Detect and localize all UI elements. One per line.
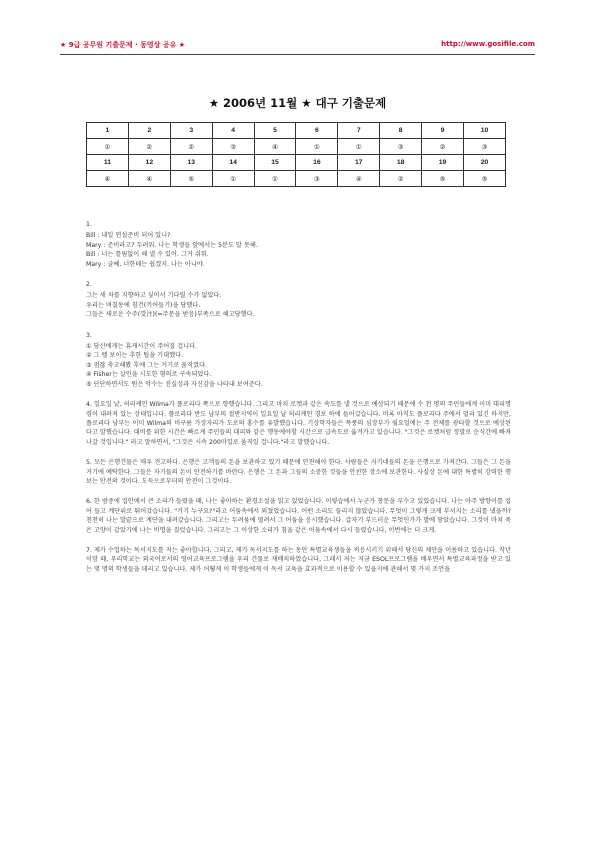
question-block — [86, 220, 511, 269]
question-line: Bill : 내일 연설준비 되어 있니? — [86, 232, 171, 240]
answer-cell: ② — [128, 139, 170, 155]
answer-cell: ③ — [296, 171, 338, 187]
question-number-cell: 16 — [296, 155, 338, 171]
question-number-cell: 6 — [296, 123, 338, 139]
question-number: 1. — [86, 221, 92, 228]
question-number-cell: 4 — [212, 123, 254, 139]
answer-cell: ④ — [128, 171, 170, 187]
answer-cell: ⑤ — [170, 171, 212, 187]
header-url-link[interactable]: http://www.gosifile.com — [441, 40, 535, 48]
question-line: 그들은 새로운 수주(受注)(=주문을 받음)부족으로 해고당했다. — [86, 311, 255, 319]
question-number-cell: 3 — [170, 123, 212, 139]
question-number-cell: 8 — [380, 123, 422, 139]
question-line: Bill : 너는 틀림없이 해 낼 수 있어. 그거 쉬워. — [86, 251, 209, 259]
answer-number-row — [87, 123, 506, 139]
question-number: 2. — [86, 281, 92, 289]
answer-cell: ② — [170, 139, 212, 155]
question-number-cell: 13 — [170, 155, 212, 171]
answer-cell: ④ — [338, 171, 380, 187]
question-block — [86, 400, 511, 447]
question-number-cell: 20 — [464, 155, 506, 171]
answer-cell: ⑤ — [464, 171, 506, 187]
answer-cell: ② — [422, 139, 464, 155]
question-paragraph: 5. 모든 은행건물은 매우 견고하다. 은행은 고객들의 돈을 보관하고 있기 때문에 안전해야 한다. 사람들은 자기네들의 돈을 은행으로 가져간다. 그들은 그 돈을 거기에 예탁한다. 그들은 자기들의 돈이 안전하기를 바란다. 은행은 그 돈과 그들의 소중한 것들을 안전한 장소에 보관한다. 사실상 돈에 대한 특별히 강력한 행보는 안전의 것이다. 도둑으로부터의 안전이 그것이다. — [86, 459, 511, 485]
question-line: ③ 점잖 축고해봤 후에 그는 거기로 움직였다. — [86, 361, 207, 369]
question-block — [86, 497, 511, 535]
answer-cell: ② — [380, 171, 422, 187]
answer-cell: ① — [338, 139, 380, 155]
answer-cell: ① — [254, 171, 296, 187]
question-line: ⑤ 단단하면서도 뭔은 악수는 진실성과 자신감을 나타내 보여준다. — [86, 380, 263, 388]
answer-cell: ③ — [212, 139, 254, 155]
answer-table — [86, 122, 506, 187]
header-left-text: ★ 9급 공무원 기출문제 · 동영상 공유 ★ — [60, 41, 186, 49]
question-number-cell: 17 — [338, 155, 380, 171]
question-paragraph: 7. 제가 수업하는 독서지도를 저는 좋아합니다, 그리고, 제가 독서지도를 하는 동안 특별교육생들을 적응시키기 위해서 당신의 제안을 이용하고 있습니다. 작년 이맘 때, 우리학교는 외국어로서의 영어교육프로그램을 우리 건물로 재배치하였습니다, 그래서 저는 지금 ESOL프로그램을 배우면서 특별교육과정을 받고 있는 몇 명의 학생들을 데리고 있습니다. 제가 어떻게 이 학생들에게 이 독서 교육을 효과적으로 이용할 수 있을지에 관해서 몇 가지 조언을 — [86, 546, 511, 573]
question-number-cell: 7 — [338, 123, 380, 139]
answer-cell: ④ — [87, 171, 129, 187]
question-body — [86, 220, 511, 585]
question-line: 그는 새 차를 지향하고 싶어서 기다릴 수가 없었다. — [86, 292, 222, 300]
question-line: ④ Fisher는 살인을 시도한 혐의로 구속되었다. — [86, 371, 212, 379]
answer-number-row — [87, 155, 506, 171]
answer-choice-row — [87, 171, 506, 187]
page-header — [60, 40, 535, 52]
question-number-cell: 5 — [254, 123, 296, 139]
question-number: 3. — [86, 331, 92, 339]
question-block — [86, 458, 511, 486]
answer-cell: ① — [87, 139, 129, 155]
question-block — [86, 280, 511, 320]
question-number-cell: 9 — [422, 123, 464, 139]
answer-choice-row — [87, 139, 506, 155]
answer-cell: ① — [212, 171, 254, 187]
question-number-cell: 1 — [87, 123, 129, 139]
question-block — [86, 546, 511, 574]
answer-cell: ③ — [380, 139, 422, 155]
answer-cell: ③ — [464, 139, 506, 155]
question-line: ② 그 텔 보이는 추한 팁을 기대했다. — [86, 352, 184, 360]
question-block — [86, 331, 511, 389]
question-number-cell: 2 — [128, 123, 170, 139]
question-paragraph: 4. 일요일 날, 허리케인 Wilma가 플로리다 쪽으로 향했습니다. 그리고 마치 로켓과 같은 속도를 낼 것으로 예상되기 때문에 수 천 명의 주민들에게 이미 대피명령이 내려져 있는 상태입니다. 플로리다 반도 남부의 절반지역이 일요일 날 허리케인 경보 하에 들어갔습니다. 비록 아직도 플로리다 주에서 멀리 있긴 하지만, 플로리다 남부는 이미 Wilma의 비구름 가장자리가 도로의 홍수를 유발했습니다. 기상학자들은 폭풍의 심장부가 월요일에는 주 전체를 광타할 것으로 예상된다고 말했습니다. 대비를 위한 시간은 빠르게 주민들의 대피와 같은 행동에야할 시간으로 급속도로 옮겨가고 있습니다. "그것은 로켓처럼 정말로 순식간에 빠져 나갈 것입니다." 라고 말하면서, "그것은 시속 200마일로 움직일 겁니다."라고 말했습니다. — [86, 401, 511, 446]
question-number-cell: 10 — [464, 123, 506, 139]
answer-cell: ① — [296, 139, 338, 155]
question-number-cell: 18 — [380, 155, 422, 171]
question-number-cell: 11 — [87, 155, 129, 171]
question-number-cell: 14 — [212, 155, 254, 171]
answer-cell: ⑤ — [422, 171, 464, 187]
question-line: Mary : 글쎄, 너한테는 쉽겠지. 나는 아니야. — [86, 260, 205, 268]
question-line: 우리는 며칠동에 침건(끼어들기)을 당했다. — [86, 301, 201, 309]
answer-cell: ④ — [254, 139, 296, 155]
header-divider — [60, 54, 535, 55]
page-title: ★ 2006년 11월 ★ 대구 기출문제 — [208, 96, 387, 110]
question-paragraph: 6. 한 밤중에 집안에서 큰 소리가 들렸을 때, 나는 좋아하는 환경소설을 읽고 있었습니다. 이렇습에서 누군가 창문을 부수고 있었습니다. 나는 아주 방향이를 집어 들고 계단위로 뛰어갔습니다. "거기 누구요?"라고 어둠속에서 외쳤었습니다. 어떤 소리도 들리지 않았습니다. 무엇이 그렇게 크게 부서지는 소리를 냈을까? 천천히 나는 발끝으로 계단을 내려갔습니다. 그리고는 두려움에 떨려서 그 어둠을 응시했습니다. 갑자기 부드러운 무엇인가가 발에 닿았습니다. 그것이 마치 죽은 고양이 같았기에 나는 비명을 질렀습니다. 그리고는 그 이상한 소리가 침울 같은 어둠속에서 다시 들렸습니다, 이번에는 더 크게. — [86, 498, 511, 534]
question-line: Mary : 준비라고? 두려워. 나는 학생들 앞에서는 5분도 말 못해. — [86, 241, 258, 249]
question-number-cell: 15 — [254, 155, 296, 171]
question-number-cell: 12 — [128, 155, 170, 171]
question-number-cell: 19 — [422, 155, 464, 171]
question-line: ① 당신에게는 휴게시간이 주어질 겁니다. — [86, 343, 198, 351]
